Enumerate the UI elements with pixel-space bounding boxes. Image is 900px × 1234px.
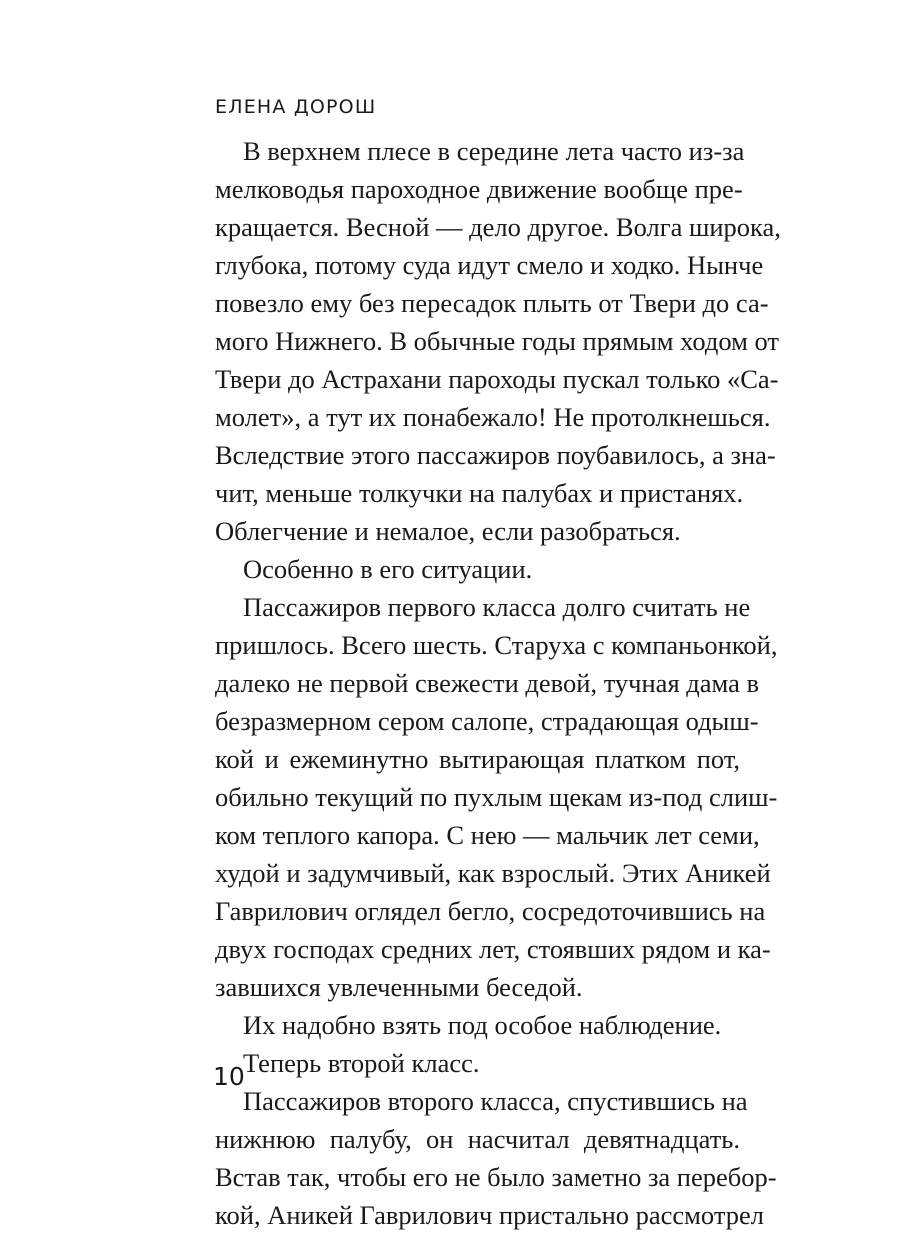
text-line: Теперь второй класс. — [243, 1048, 480, 1078]
text-line: глубока, потому суда идут смело и ходко. Нынче — [215, 250, 764, 280]
text-line: Пассажиров первого класса долго считать не — [243, 592, 751, 622]
text-line: Гаврилович оглядел бегло, сосредоточившись на — [215, 896, 766, 926]
text-line: кращается. Весной — дело другое. Волга широка, — [215, 212, 781, 242]
text-line: Их надобно взять под особое наблюдение. — [243, 1010, 722, 1040]
text-line: Особенно в его ситуации. — [243, 554, 533, 584]
text-line: кой, Аникей Гаврилович пристально рассмотрел — [215, 1200, 764, 1230]
text-line: Пассажиров второго класса, спустившись на — [243, 1086, 748, 1116]
text-line: далеко не первой свежести девой, тучная дама в — [215, 668, 759, 698]
text-line: Вследствие этого пассажиров поубавилось, а зна- — [215, 440, 776, 470]
text-line: безразмерном сером салопе, страдающая одыш- — [215, 706, 759, 736]
text-line: Встав так, чтобы его не было заметно за перебор- — [215, 1162, 777, 1192]
text-line: нижнюю палубу, он насчитал девятнадцать. — [215, 1124, 740, 1154]
text-line: кой и ежеминутно вытирающая платком пот, — [215, 744, 740, 774]
text-line: двух господах средних лет, стоявших рядом и ка- — [215, 934, 771, 964]
text-line: обильно текущий по пухлым щекам из-под слиш- — [215, 782, 778, 812]
text-line: повезло ему без пересадок плыть от Твери до са- — [215, 288, 769, 318]
text-line: мелководья пароходное движение вообще пре- — [215, 174, 743, 204]
text-line: ком теплого капора. С нею — мальчик лет семи, — [215, 820, 760, 850]
running-head-author: ЕЛЕНА ДОРОШ — [215, 96, 377, 118]
text-line: молет», а тут их понабежало! Не протолкнешься. — [215, 402, 771, 432]
text-line: пришлось. Всего шесть. Старуха с компаньонкой, — [215, 630, 778, 660]
text-line: худой и задумчивый, как взрослый. Этих Аникей — [215, 858, 771, 888]
text-line: Облегчение и немалое, если разобраться. — [215, 516, 681, 546]
text-line: чит, меньше толкучки на палубах и пристанях. — [215, 478, 744, 508]
page-number: 10 — [213, 1062, 245, 1091]
text-line: завшихся увлеченными беседой. — [215, 972, 583, 1002]
text-line: Твери до Астрахани пароходы пускал только «Са- — [215, 364, 779, 394]
text-line: В верхнем плесе в середине лета часто из-за — [243, 136, 745, 166]
text-line: мого Нижнего. В обычные годы прямым ходом от — [215, 326, 779, 356]
body-text — [215, 132, 781, 1234]
